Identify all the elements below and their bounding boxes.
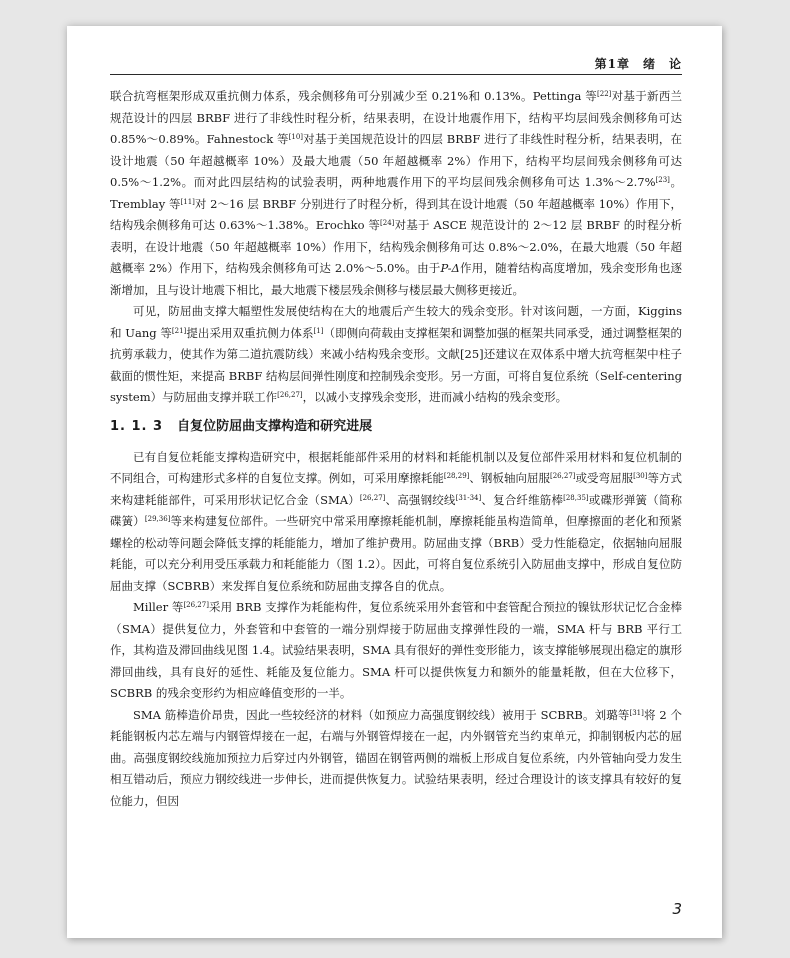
section-heading: [110, 415, 682, 439]
text-run: 或碟形弹簧（简称碟簧）: [110, 492, 683, 528]
text-run: Miller 等: [133, 600, 184, 614]
text-run: 联合抗弯框架形成双重抗侧力体系，残余侧移角可分别减少至 0.21%和 0.13%。Pettinga 等: [110, 89, 598, 103]
paragraph: [110, 86, 682, 301]
text-run: 作用，随着结构高度增加，残余变形角也逐渐增加，且与设计地震下相比，最大地震下楼层残余侧移与楼层最大侧移更接近。: [110, 261, 682, 297]
chapter-title: 第1章 绪 论: [594, 57, 682, 71]
citation-ref: [31-34]: [455, 493, 482, 502]
citation-ref: [26,27]: [277, 391, 303, 399]
running-header: [110, 56, 682, 75]
text-run: 、钢板轴向屈服: [469, 471, 550, 485]
citation-ref: [21]: [171, 326, 187, 335]
citation-ref: [23]: [655, 176, 670, 184]
citation-ref: [26,27]: [183, 601, 209, 609]
text-run: 、复合纤维筋棒: [481, 492, 564, 507]
text-run: 对基于 ASCE 规范设计的 2～12 层 BRBF 的时程分析表明，在设计地震（50 年超越概率 10%）作用下，结构残余侧移角可达 0.8%～2.0%，在最大地震（50 年超越概率 2%）作用下，结构残余侧移角可达 2.0%～5.0%。由于: [110, 218, 682, 275]
text-run: 等方式来构建耗能部件，可采用形状记忆合金（SMA）: [110, 471, 683, 507]
italic-term: P-Δ: [440, 261, 460, 275]
citation-ref: [26,27]: [359, 493, 386, 502]
section-number: 1. 1. 3: [110, 418, 164, 434]
text-run: 提出采用双重抗侧力体系: [186, 325, 314, 340]
paragraph: [110, 301, 682, 409]
book-page: [67, 26, 722, 938]
text-run: 或受弯屈服: [575, 471, 634, 485]
text-run: SMA 筋棒造价昂贵，因此一些较经济的材料（如预应力高强度钢绞线）被用于 SCBRB。刘璐等: [133, 707, 630, 722]
citation-ref: [28,29]: [443, 472, 470, 480]
section-title-text: 自复位防屈曲支撑构造和研究进展: [177, 418, 373, 434]
text-run: 对 2～16 层 BRBF 分别进行了时程分析，得到其在设计地震（50 年超越概率 10%）作用下，结构残余侧移角可达 0.63%～1.38%。Erochko 等: [110, 196, 682, 232]
text-run: 等来构建复位部件。一些研究中常采用摩擦耗能机制，摩擦耗能虽构造简单，但摩擦面的老化和预紧螺栓的松动等问题会降低支撑的耗能能力，增加了维护费用。防屈曲支撑（BRB）受力性能稳定，依据轴向屈服耗能，可以充分利用受压承载力和耗能能力（图 1.2）。因此，可将自复位系统引入防屈曲支撑中，形成自复位防屈曲支撑（SCBRB）来发挥自复位系统和防屈曲支撑各自的优点。: [110, 514, 683, 593]
citation-ref: [24]: [380, 219, 395, 227]
text-run: ，以减小支撑残余变形，进而减小结构的残余变形。: [302, 390, 568, 404]
text-run: 对基于美国规范设计的四层 BRBF 进行了非线性时程分析，结果表明，在设计地震（50 年超越概率 10%）及最大地震（50 年超越概率 2%）作用下，结构平均层间残余侧移角可达 0.5%～1.2%。而对此四层结构的试验表明，两种地震作用下的平均层间残余侧移角可达 1.3%～2.7%: [110, 132, 682, 189]
citation-ref: [11]: [180, 197, 195, 206]
citation-ref: [30]: [633, 472, 648, 480]
text-run: 可见，防屈曲支撑大幅塑性发展使结构在大的地震后产生较大的残余变形。针对该问题，一方面，Kiggins 和 Uang 等: [110, 304, 682, 340]
citation-ref: [31]: [629, 708, 644, 717]
paragraph: [110, 447, 682, 598]
paragraph: [110, 597, 682, 705]
citation-ref: [26,27]: [550, 472, 576, 480]
text-run: （即侧向荷载由支撑框架和调整加强的框架共同承受，通过调整框架的抗剪承载力，使其作为第二道抗震防线）来减小结构残余变形。文献[25]还建议在双体系中增大抗弯框架中柱子截面的惯性矩，来提高 BRBF 结构层间弹性刚度和控制残余变形。另一方面，可将自复位系统（Self-centering system）与防屈曲支撑并联工作: [110, 325, 682, 404]
text-run: 已有自复位耗能支撑构造研究中，根据耗能部件采用的材料和耗能机制以及复位部件采用材料和复位机制的不同组合，可构建形式多样的自复位支撑。例如，可采用摩擦耗能: [110, 449, 682, 485]
page-number: 3: [672, 900, 682, 918]
text-run: 采用 BRB 支撑作为耗能构件，复位系统采用外套管和中套管配合预拉的镍钛形状记忆合金棒（SMA）提供复位力，外套管和中套管的一端分别焊接于防屈曲支撑弹性段的一端，SMA 杆与 BRB 平行工作，其构造及滞回曲线见图 1.4。试验结果表明，SMA 具有很好的弹性变形能力，该支撑能够展现出稳定的旗形滞回曲线，具有良好的延性、耗能及复位能力。SMA 杆可以提供恢复力和额外的能量耗散，但在大位移下，SCBRB 的残余变形约为相应峰值变形的一半。: [110, 600, 682, 700]
citation-ref: [10]: [288, 133, 304, 141]
body-text: [110, 86, 682, 812]
citation-ref: [29,36]: [144, 515, 171, 523]
text-run: 。Tremblay 等: [110, 175, 682, 211]
citation-ref: [28,35]: [563, 493, 589, 502]
text-run: 、高强钢绞线: [385, 492, 456, 507]
paragraph: [110, 705, 682, 813]
citation-ref: [1]: [313, 326, 324, 335]
text-run: 将 2 个耗能钢板内芯左端与内钢管焊接在一起，右端与外钢管焊接在一起，内外钢管充当约束单元，抑制钢板内芯的屈曲。高强度钢绞线施加预拉力后穿过内外钢管，锚固在钢管两侧的端板上形成自复位系统，内外管轴向受力发生相互错动后，预应力钢绞线进一步伸长，进而提供恢复力。试验结果表明，经过合理设计的该支撑具有较好的复位能力，但因: [110, 707, 682, 808]
citation-ref: [22]: [597, 90, 612, 98]
text-run: 对基于新西兰规范设计的四层 BRBF 进行了非线性时程分析，结果表明，在设计地震作用下，结构平均层间残余侧移角可达 0.85%～0.89%。Fahnestock 等: [110, 89, 683, 146]
